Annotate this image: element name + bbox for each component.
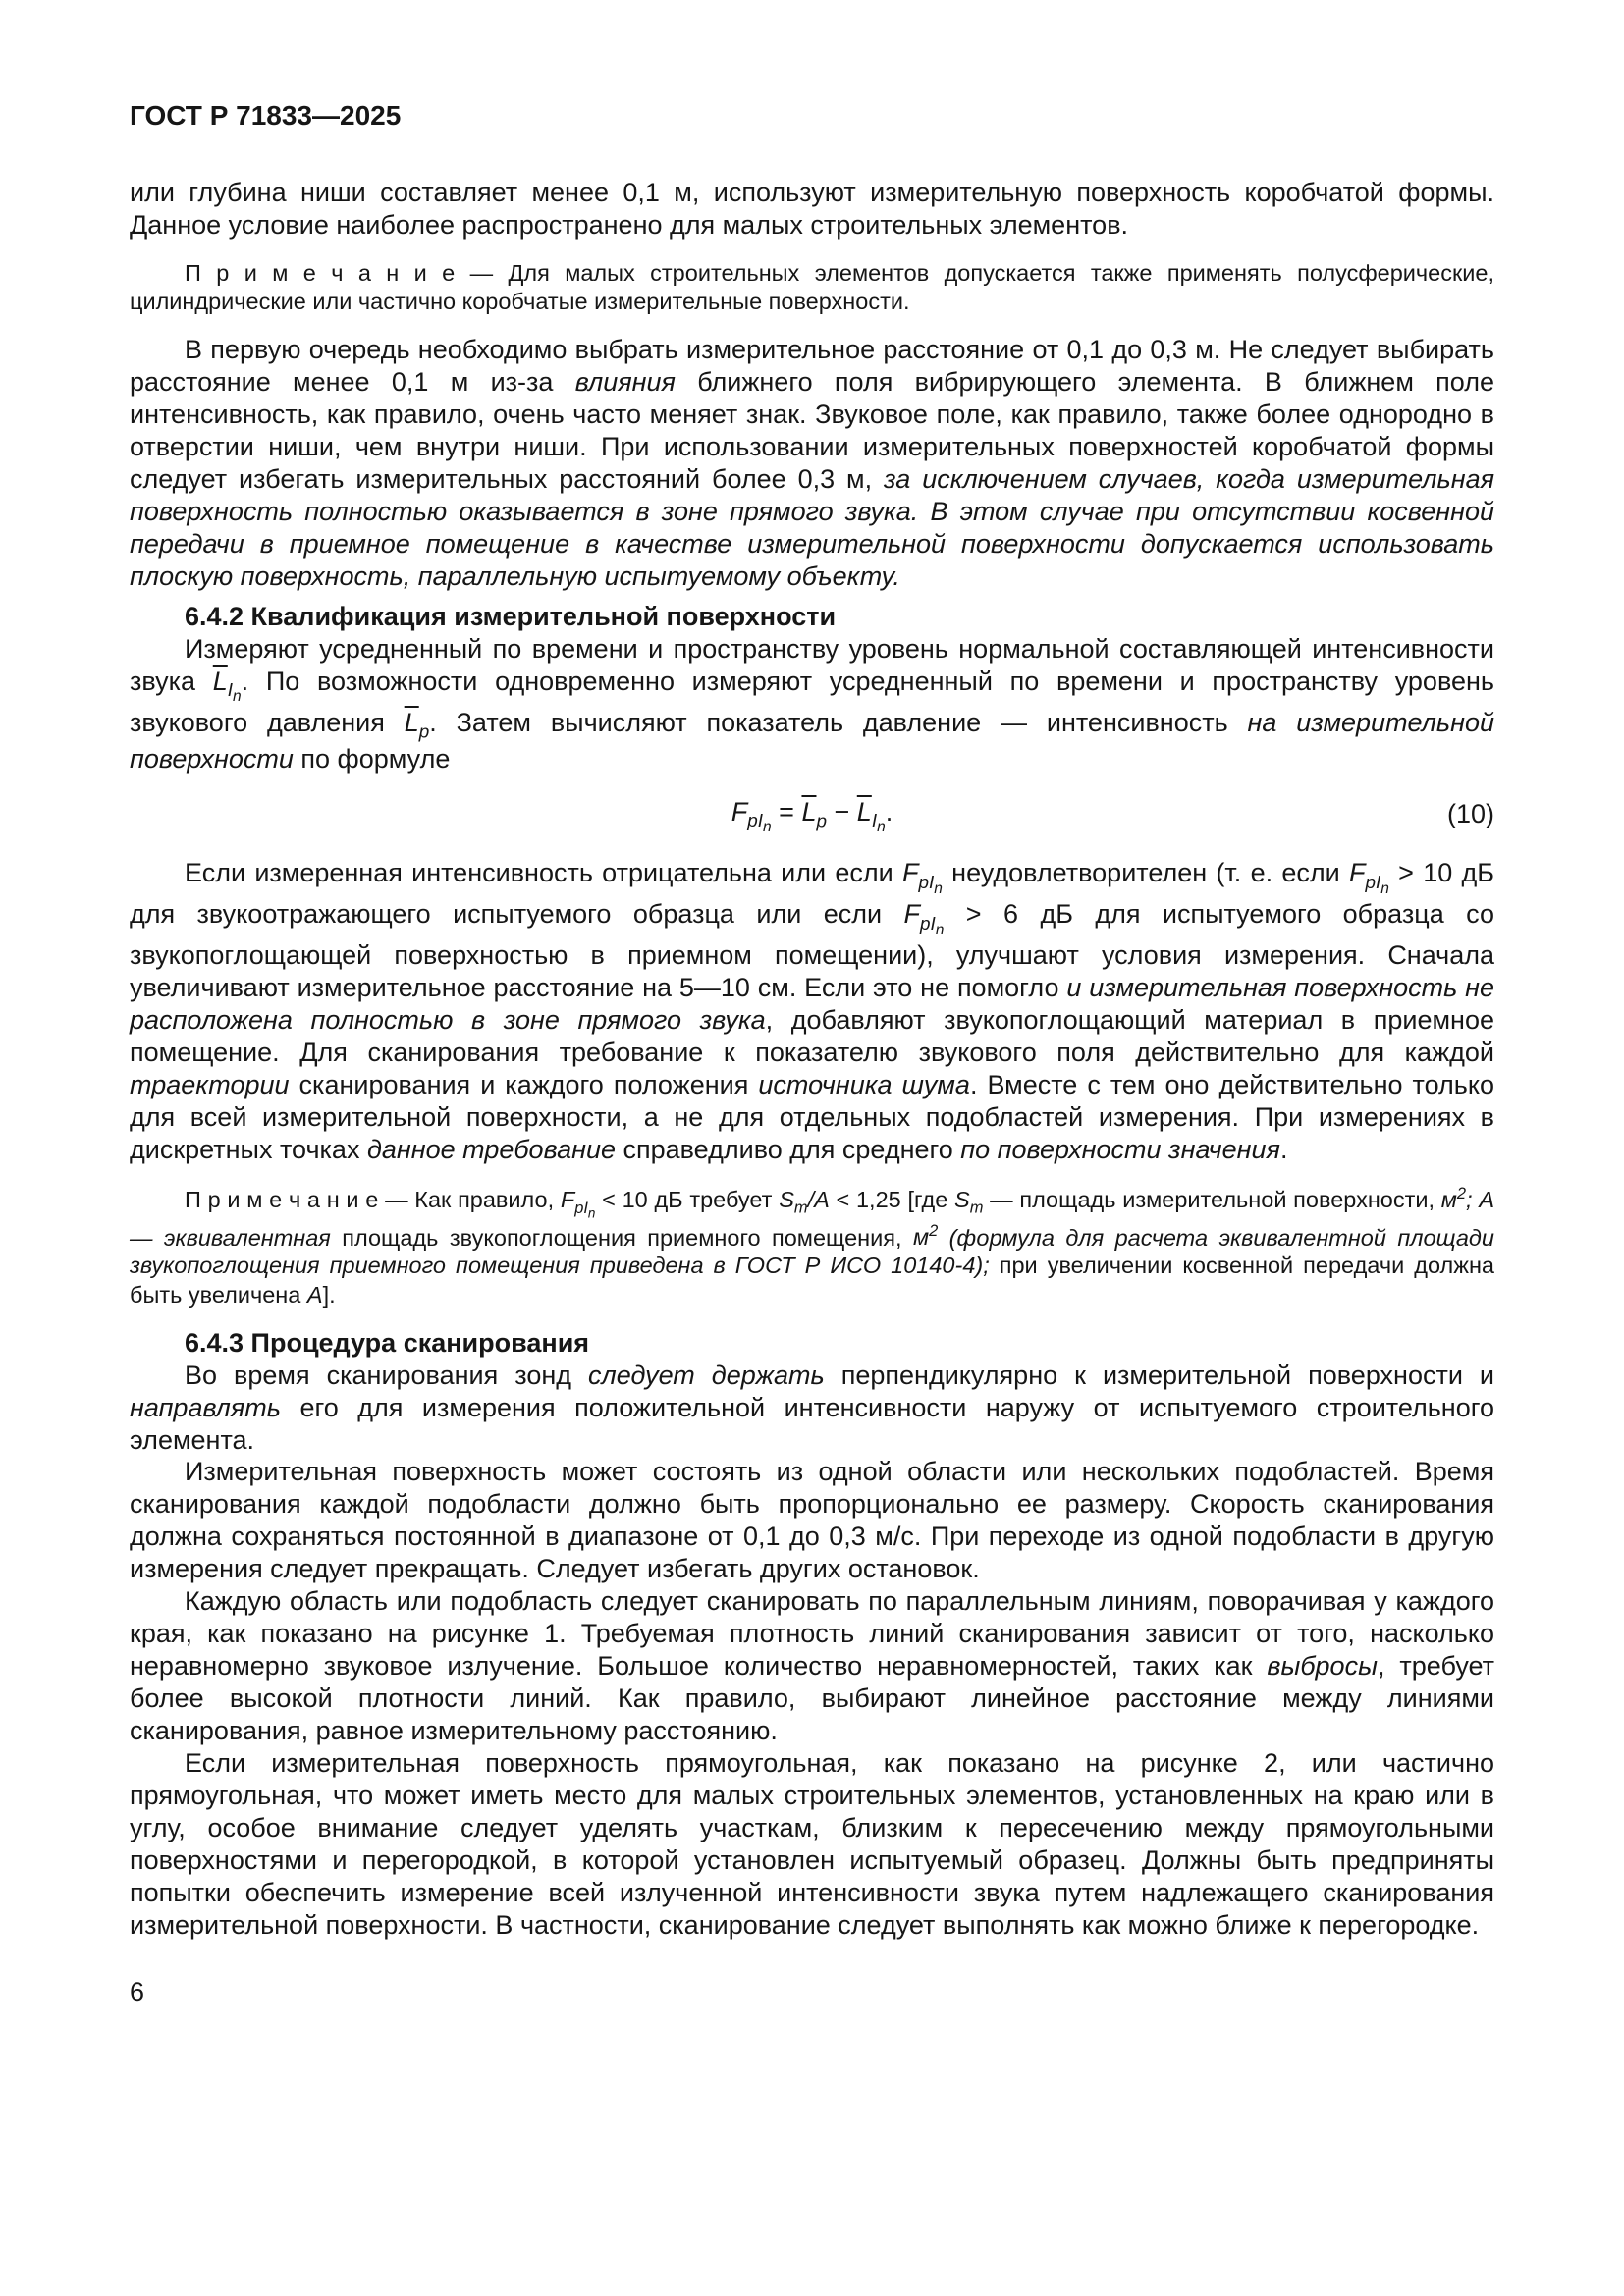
text-run: сканирования и каждого положения <box>289 1070 759 1100</box>
text-run: $S_m$ <box>779 1186 808 1217</box>
section-heading: 6.4.2 Квалификация измерительной поверхности <box>185 601 837 631</box>
text-run: ]. <box>322 1281 336 1308</box>
text-run: n <box>935 921 945 938</box>
text-run: . По возможности одновременно измеряют усредненный по времени и пространству уровень звукового давления <box>130 666 1494 737</box>
text-run: его для измерения положительной интенсивности наружу от испытуемого строительного элемента. <box>130 1392 1494 1455</box>
page-number: 6 <box>130 1976 145 2006</box>
text-run: Каждую область или подобласть следует сканировать по параллельным линиям, поворачивая у каждого края, как показано на рисунке 1. Требуемая плотность линий сканирования зависит от того, насколько неравномерно звуковое излучение. Большое количество неравномерностей, таких как <box>130 1586 1494 1682</box>
text-run: Во время сканирования зонд <box>185 1360 589 1390</box>
text-run: m <box>793 1199 808 1217</box>
text-run: . <box>1279 1135 1288 1165</box>
text-run: следует держать <box>588 1360 825 1390</box>
text-run: $\overline{L}_{I_n}$ <box>856 796 886 836</box>
text-run: $F_{pI_n}$ <box>903 899 945 938</box>
text-run: и измерительная поверхность не расположена полностью в зоне прямого звука <box>130 973 1495 1036</box>
text-run: n <box>233 687 242 705</box>
text-run: /A <box>807 1186 830 1212</box>
text-run: = <box>771 796 802 827</box>
text-run: 2 <box>1456 1185 1467 1202</box>
text-run: или глубина ниши составляет менее 0,1 м, используют измерительную поверхность коробчатой формы. Данное условие наиболее распространено для малых строительных элементов. <box>130 178 1494 240</box>
text-run: А <box>306 1281 323 1308</box>
text-run: перпендикулярно к измерительной поверхности и <box>824 1360 1495 1390</box>
text-run <box>938 1224 948 1250</box>
text-run: источника шума <box>758 1070 970 1100</box>
text-run: − <box>827 796 857 827</box>
text-run: $м^2$ <box>912 1222 939 1251</box>
text-run: n <box>877 819 886 836</box>
page-content <box>130 100 1494 2007</box>
text-run: . Затем вычисляют показатель давление — интенсивность <box>429 707 1248 737</box>
text-run: Измерительная поверхность может состоять из одной области или нескольких подобластей. Время сканирования каждой подобласти должно быть пропорционально ее размеру. Скорость сканирования должна сохраняться постоянной в диапазоне от 0,1 до 0,3 м/с. При переходе из одной подобласти в другую измерения следует прекращать. Следует избегать других остановок. <box>130 1457 1494 1584</box>
text-run: pIn <box>574 1199 596 1220</box>
text-run: $F_{pI_n}$ <box>1349 858 1389 897</box>
text-run: < 1,25 [где <box>829 1186 954 1212</box>
paragraph <box>130 1585 1494 1747</box>
text-run: $F_{pI_n}$ <box>731 796 772 836</box>
text-run: направлять <box>130 1392 281 1422</box>
text-run: $S_m$ <box>954 1186 984 1217</box>
formula-row <box>130 795 1494 837</box>
text-run: ; <box>1466 1186 1480 1212</box>
text-run: площадь звукопоглощения приемного помещения, <box>330 1224 913 1251</box>
text-run: ближнего поля вибрирующего элемента. В ближнем поле интенсивность, как правило, очень часто меняет знак. Звуковое поле, как правило, также более однородно в отверстии ниши, чем внутри ниши. При использовании измерительных поверхностей коробчатой формы следует избегать измерительных расстояний более 0,3 м, <box>130 367 1494 494</box>
text-run: Если измеренная интенсивность отрицательна или если <box>185 858 902 888</box>
text-run: > 10 дБ для звукоотражающего испытуемого образца или если <box>130 858 1494 930</box>
paragraph <box>130 334 1494 593</box>
section-heading: 6.4.3 Процедура сканирования <box>185 1327 590 1358</box>
text-run: n <box>587 1204 596 1220</box>
text-run: , добавляют звукопоглощающий материал в приемное помещение. Для сканирования требование к показателю звукового поля действительно для каждой <box>130 1005 1494 1068</box>
text-run: по формуле <box>293 744 451 774</box>
text-run: Если измерительная поверхность прямоугольная, как показано на рисунке 2, или частично прямоугольная, что может иметь место для малых строительных элементов, установленных на краю или в углу, особое внимание следует уделять участкам, близким к пересечению между прямоугольными поверхностями и перегородкой, в которой установлен испытуемый образец. Должны быть предприняты попытки обеспечить измерение всей излученной интенсивности звука путем надлежащего сканирования измерительной поверхности. В частности, сканирование следует выполнять как можно ближе к перегородке. <box>130 1747 1494 1940</box>
text-run: траектории <box>130 1070 290 1100</box>
text-run: In <box>227 679 242 705</box>
text-run: . Вместе с тем оно действительно только для всей измерительной поверхности, а не для отдельных подобластей измерения. При измерениях в дискретных точках <box>130 1070 1494 1165</box>
text-run: . <box>885 796 893 827</box>
note <box>130 259 1494 316</box>
paragraph <box>130 1747 1494 1942</box>
text-run: выбросы <box>1267 1651 1378 1682</box>
paragraph <box>130 633 1494 775</box>
text-run: на измерительной поверхности <box>130 707 1494 774</box>
paragraph <box>130 177 1494 241</box>
text-run: < 10 дБ требует <box>595 1186 780 1212</box>
text-run: Измеряют усредненный по времени и пространству уровень нормальной составляющей интенсивности звука <box>130 633 1494 696</box>
text-run: pIn <box>918 872 943 897</box>
formula <box>731 796 893 836</box>
text-run: при увеличении косвенной передачи должна быть увеличена <box>130 1253 1494 1308</box>
text-run: П р и м е ч а н и е — Как правило, <box>185 1186 561 1212</box>
text-run: > 6 дБ для испытуемого образца со звукопоглощающей поверхностью в приемном помещении), улучшают условия измерения. Сначала увеличивают измерительное расстояние на 5—10 см. Если это не помогло <box>130 899 1494 1003</box>
text-run: n <box>934 880 943 897</box>
text-run: pIn <box>1365 872 1389 897</box>
text-run: $\overline{L}_p$ <box>404 707 430 742</box>
text-run: А — эквивалентная <box>130 1186 1494 1251</box>
text-run: , требует более высокой плотности линий. Как правило, выбирают линейное расстояние между линиями сканирования, равное измерительному расстоянию. <box>130 1651 1494 1745</box>
text-run: $\overline{L}_{I_n}$ <box>212 666 242 705</box>
text-run: $F_{pI_n}$ <box>902 858 943 897</box>
text-run: p <box>816 811 827 832</box>
text-run: за исключением случаев, когда измерительная поверхность полностью оказывается в зоне прямого звука. В этом случае при отсутствии косвенной передачи в приемное помещение в качестве измерительной поверхности допускается использовать плоскую поверхность, параллельную испытуемому объекту. <box>130 463 1495 591</box>
text-run: В первую очередь необходимо выбрать измерительное расстояние от 0,1 до 0,3 м. Не следует выбирать расстояние менее 0,1 м из-за <box>130 335 1494 398</box>
text-run: n <box>763 819 772 836</box>
text-run: pIn <box>747 811 772 836</box>
text-run: $\overline{L}_p$ <box>801 796 827 832</box>
text-run: данное требование <box>366 1135 616 1165</box>
text-run: влияния <box>574 367 676 398</box>
text-run: $F_{pI_n}$ <box>560 1186 596 1220</box>
text-run: p <box>418 721 430 742</box>
text-run: — площадь измерительной поверхности, <box>983 1186 1441 1212</box>
formula-number: (10) <box>1446 798 1494 828</box>
text-run: pIn <box>919 913 945 938</box>
paragraph <box>130 1456 1494 1585</box>
text-run: неудовлетворителен (т. е. если <box>942 858 1349 888</box>
paragraph <box>130 857 1494 1166</box>
text-run: справедливо для среднего <box>615 1135 961 1165</box>
running-header: ГОСТ Р 71833—2025 <box>130 100 402 131</box>
text-run: (формула для расчета эквивалентной площади звукопоглощения приемного помещения приведена в ГОСТ Р ИСО 10140-4); <box>130 1224 1494 1279</box>
text-run: по поверхности значения <box>960 1135 1280 1165</box>
text-run: $м^2$ <box>1440 1185 1467 1212</box>
note <box>130 1184 1494 1309</box>
text-run: 2 <box>929 1222 939 1241</box>
text-run: m <box>969 1199 984 1217</box>
document-body <box>130 177 1494 1942</box>
paragraph <box>130 1360 1494 1457</box>
text-run: n <box>1380 880 1389 897</box>
text-run: In <box>871 811 886 836</box>
text-run: П р и м е ч а н и е — Для малых строительных элементов допускается также применять полусферические, цилиндрические или частично коробчатые измерительные поверхности. <box>130 259 1494 314</box>
